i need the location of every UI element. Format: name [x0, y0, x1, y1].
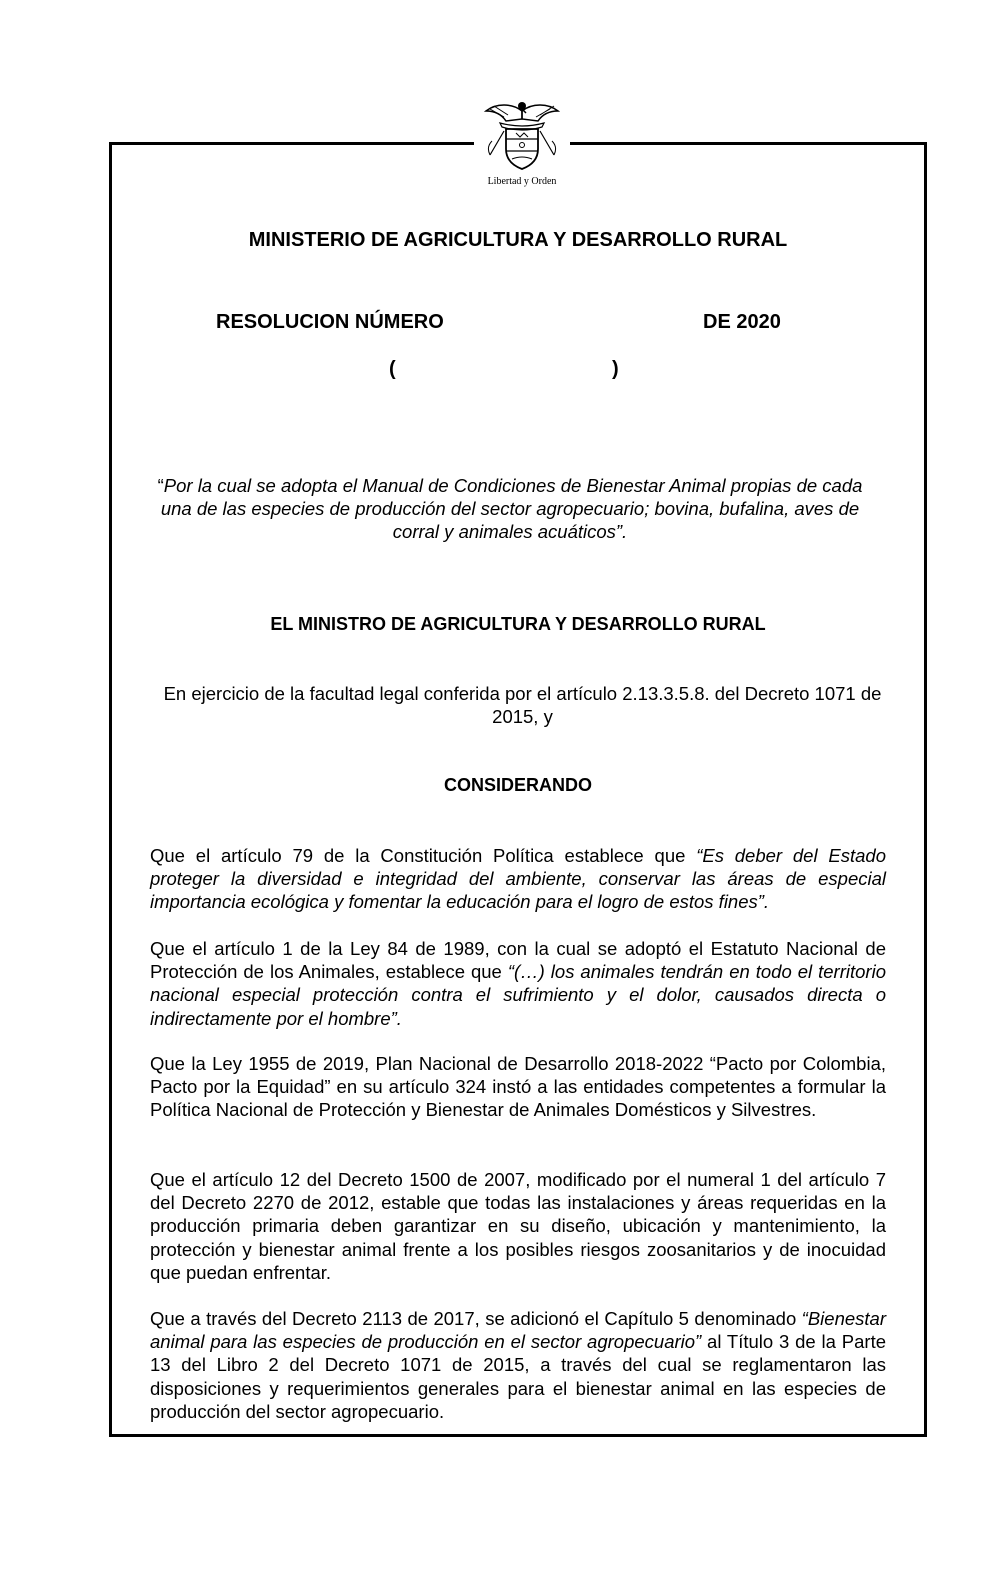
resolution-year: DE 2020	[703, 311, 781, 333]
p2-text: Que el artículo 1 de la Ley 84 de 1989, con la cual se adoptó el Estatuto Nacional de Protección de los Animales, establece que	[150, 938, 886, 983]
subject-open-quote: “	[157, 475, 164, 496]
crest-motto: Libertad y Orden	[487, 176, 557, 187]
considerando-paragraph-2	[150, 937, 886, 1030]
p5-quote: “Bienestar animal para las especies de producción en el sector agropecuario”	[150, 1308, 886, 1353]
legal-faculty: En ejercicio de la facultad legal conferida por el artículo 2.13.3.5.8. del Decreto 1071 de 2015, y	[163, 683, 882, 727]
considerando-paragraph-3: Que la Ley 1955 de 2019, Plan Nacional de Desarrollo 2018-2022 “Pacto por Colombia, Pacto por la Equidad” en su artículo 324 instó a las entidades competentes a formular la Política Nacional de Protección y Bienestar de Animales Domésticos y Silvestres.	[150, 1053, 886, 1121]
resolution-subject	[140, 474, 880, 543]
p5-text-b: al Título 3 de la Parte 13 del Libro 2 del Decreto 1071 de 2015, a través del cual se reglamentaron las disposiciones y requerimientos generales para el bienestar animal en las especies de producción del sector agropecuario.	[150, 1331, 886, 1422]
subject-text: Por la cual se adopta el Manual de Condiciones de Bienestar Animal propias de cada una de las especies de producción del sector agropecuario; bovina, bufalina, aves de corral y animales acuáticos”.	[160, 475, 863, 542]
resolution-date-paren-open: (	[389, 358, 396, 380]
considerando-heading: CONSIDERANDO	[443, 775, 592, 795]
resolution-number-label: RESOLUCION NÚMERO	[216, 311, 444, 333]
p2-quote: “(…) los animales tendrán en todo el territorio nacional especial protección contra el sufrimiento y el dolor, causados directa o indirectamente por el hombre”.	[150, 961, 886, 1029]
considerando-paragraph-4: Que el artículo 12 del Decreto 1500 de 2007, modificado por el numeral 1 del artículo 7 del Decreto 2270 de 2012, estable que todas las instalaciones y áreas requeridas en la producción primaria deben garantizar en su diseño, ubicación y mantenimiento, la protección y bienestar animal frente a los posibles riesgos zoosanitarios y de inocuidad que puedan enfrentar.	[150, 1169, 886, 1283]
considerando-paragraph-5	[150, 1307, 886, 1423]
p1-text: Que el artículo 79 de la Constitución Política establece que	[150, 845, 697, 866]
ministry-title: MINISTERIO DE AGRICULTURA Y DESARROLLO RURAL	[248, 229, 788, 251]
crest	[474, 97, 570, 197]
resolution-date-paren-close: )	[612, 358, 619, 380]
p5-text-a: Que a través del Decreto 2113 de 2017, se adicionó el Capítulo 5 denominado	[150, 1308, 802, 1329]
minister-heading: EL MINISTRO DE AGRICULTURA Y DESARROLLO RURAL	[270, 614, 766, 634]
p1-quote: “Es deber del Estado proteger la diversidad e integridad del ambiente, conservar las áreas de especial importancia ecológica y fomentar la educación para el logro de estos fines”.	[150, 845, 886, 913]
colombia-coat-of-arms-icon	[482, 97, 562, 175]
considerando-paragraph-1	[150, 844, 886, 914]
